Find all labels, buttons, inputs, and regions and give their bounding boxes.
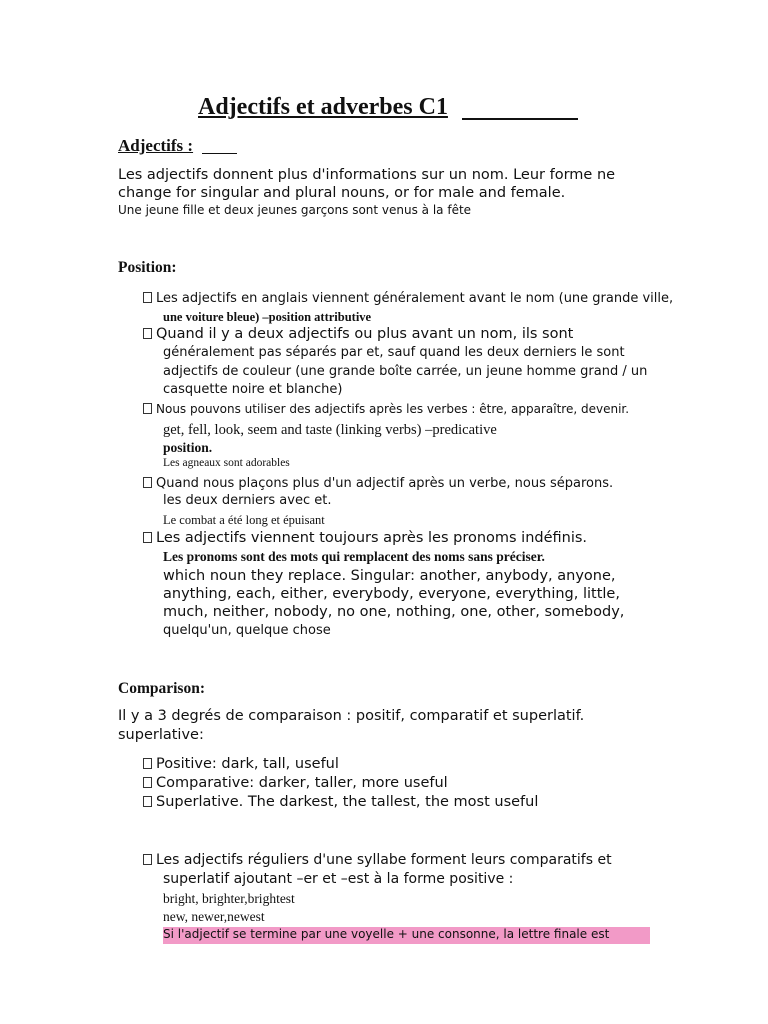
- position-item-4-text: Quand nous plaçons plus d'un adjectif après un verbe, nous séparons.: [156, 476, 614, 491]
- position-item-2-text: Quand il y a deux adjectifs ou plus avant un nom, ils sont: [156, 326, 574, 342]
- position-item-2-line-4: casquette noire et blanche): [163, 382, 343, 397]
- intro-line-1: Les adjectifs donnent plus d'informations sur un nom. Leur forme ne: [118, 167, 616, 183]
- position-item-3: [143, 402, 629, 416]
- comparison-item-positive-text: Positive: dark, tall, useful: [156, 756, 339, 772]
- comparison-line-1: Il y a 3 degrés de comparaison : positif, comparatif et superlatif.: [118, 708, 585, 724]
- comparison-item-superlative-text: Superlative. The darkest, the tallest, the most useful: [156, 794, 539, 810]
- adjectifs-heading-rule: [202, 153, 237, 154]
- position-item-3-line-3: position.: [163, 440, 213, 455]
- bullet-icon: [143, 532, 152, 543]
- comparison-item-superlative: [143, 794, 538, 810]
- position-item-3-line-2: get, fell, look, seem and taste (linking verbs) –predicative: [163, 422, 497, 438]
- position-item-4-example: Le combat a été long et épuisant: [163, 513, 325, 527]
- bullet-icon: [143, 777, 152, 788]
- regular-item-text: Les adjectifs réguliers d'une syllabe forment leurs comparatifs et: [156, 852, 612, 868]
- position-item-2: [143, 326, 573, 342]
- position-item-4: [143, 476, 613, 491]
- adjectifs-heading: Adjectifs :: [118, 136, 194, 155]
- regular-line-2: superlatif ajoutant –er et –est à la forme positive :: [163, 871, 514, 887]
- position-item-5-line-4: anything, each, either, everybody, everyone, everything, little,: [163, 586, 620, 602]
- bullet-icon: [143, 403, 152, 414]
- comparison-heading: Comparison:: [118, 680, 205, 697]
- position-item-1: [143, 291, 673, 306]
- regular-example-1: bright, brighter,brightest: [163, 891, 295, 906]
- position-item-5-line-2: Les pronoms sont des mots qui remplacent des noms sans préciser.: [163, 549, 545, 564]
- comparison-line-2: superlative:: [118, 727, 204, 743]
- comparison-item-positive: [143, 756, 339, 772]
- position-item-3-example: Les agneaux sont adorables: [163, 457, 290, 469]
- position-item-5-line-5: much, neither, nobody, no one, nothing, one, other, somebody,: [163, 604, 625, 620]
- position-item-5-text: Les adjectifs viennent toujours après les pronoms indéfinis.: [156, 530, 588, 546]
- regular-item: [143, 852, 612, 868]
- bullet-icon: [143, 328, 152, 339]
- position-item-1-text: Les adjectifs en anglais viennent généralement avant le nom (une grande ville,: [156, 291, 674, 306]
- regular-example-2: new, newer,newest: [163, 909, 265, 924]
- title-underline-rule: [462, 118, 578, 120]
- highlighted-rule-line: Si l'adjectif se termine par une voyelle + une consonne, la lettre finale est: [163, 927, 650, 944]
- bullet-icon: [143, 292, 152, 303]
- position-item-3-text: Nous pouvons utiliser des adjectifs après les verbes : être, apparaître, devenir.: [156, 402, 630, 416]
- comparison-item-comparative: [143, 775, 448, 791]
- intro-example: Une jeune fille et deux jeunes garçons sont venus à la fête: [118, 203, 472, 217]
- bullet-icon: [143, 477, 152, 488]
- position-heading: Position:: [118, 259, 177, 276]
- position-item-4-line-2: les deux derniers avec et.: [163, 493, 332, 508]
- bullet-icon: [143, 796, 152, 807]
- page-title: Adjectifs et adverbes C1: [198, 94, 448, 120]
- intro-line-2: change for singular and plural nouns, or for male and female.: [118, 185, 566, 201]
- position-item-2-line-3: adjectifs de couleur (une grande boîte carrée, un jeune homme grand / un: [163, 364, 648, 379]
- position-item-2-line-2: généralement pas séparés par et, sauf quand les deux derniers le sont: [163, 345, 625, 360]
- position-item-1-continuation: une voiture bleue) –position attributive: [163, 310, 372, 324]
- position-item-5-line-6: quelqu'un, quelque chose: [163, 623, 331, 638]
- comparison-item-comparative-text: Comparative: darker, taller, more useful: [156, 775, 448, 791]
- position-item-5-line-3: which noun they replace. Singular: another, anybody, anyone,: [163, 568, 616, 584]
- bullet-icon: [143, 758, 152, 769]
- bullet-icon: [143, 854, 152, 865]
- position-item-5: [143, 530, 587, 546]
